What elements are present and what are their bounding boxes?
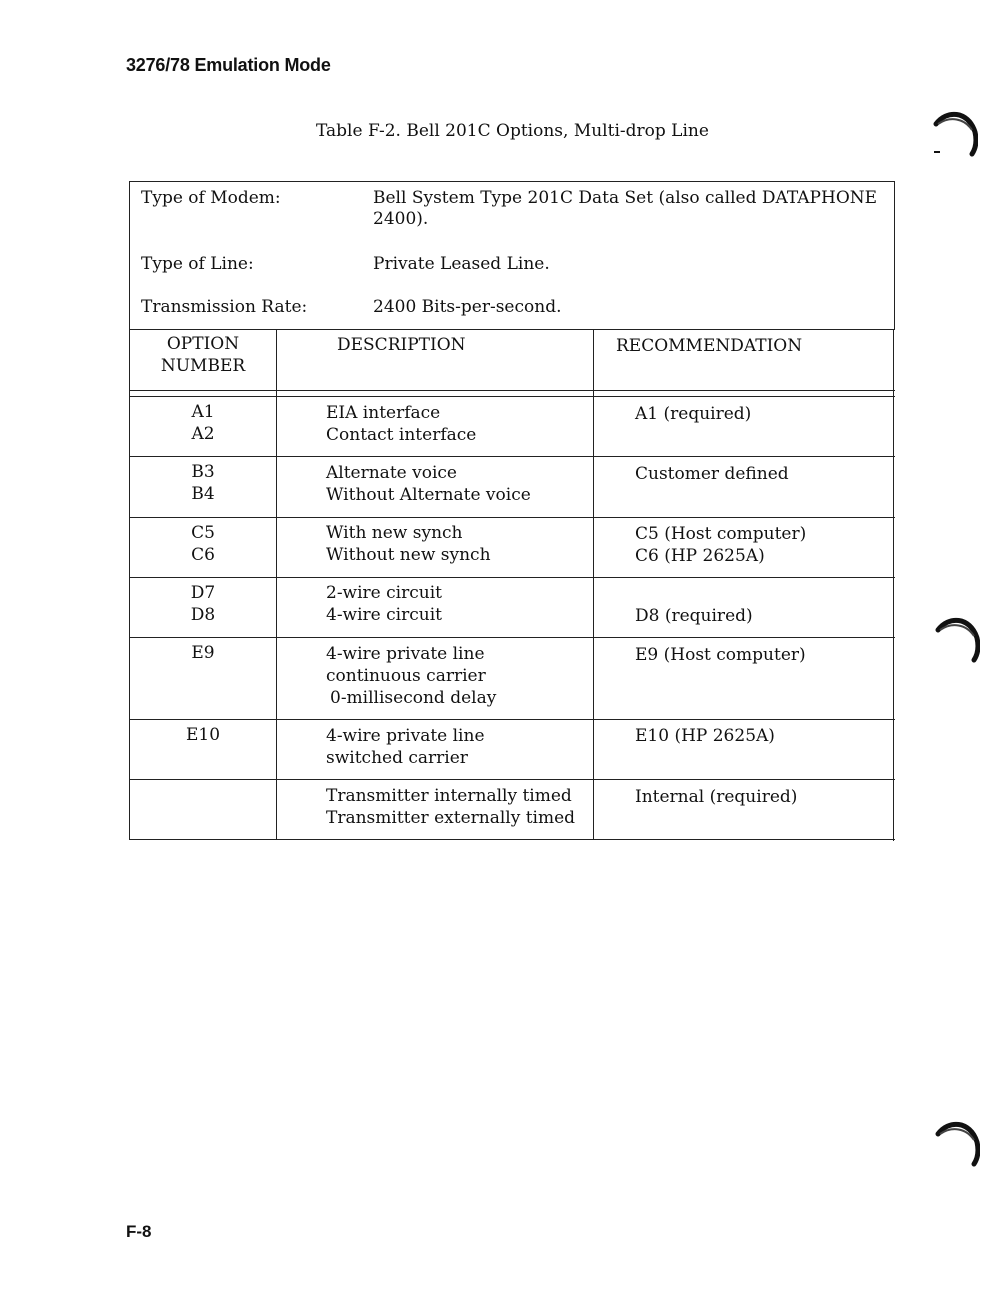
recommendation-line: A1 (required) — [635, 404, 752, 424]
option-number-cell — [129, 522, 277, 566]
description-line: 4-wire private line — [326, 644, 485, 664]
hole-punch-mark — [934, 1118, 980, 1168]
description-cell — [326, 462, 596, 506]
info-label: Type of Line: — [141, 254, 254, 274]
description-line: Transmitter internally timed — [326, 786, 572, 806]
line-info-box — [129, 181, 895, 330]
option-code: D7 — [190, 583, 216, 603]
option-code: B4 — [191, 484, 215, 504]
row-divider — [129, 719, 895, 720]
recommendation-line: C6 (HP 2625A) — [635, 546, 765, 566]
info-label: Type of Modem: — [141, 188, 281, 208]
option-number-cell — [129, 642, 277, 664]
recommendation-cell — [635, 403, 895, 425]
option-code: C5 — [191, 523, 215, 543]
table-caption: Table F-2. Bell 201C Options, Multi-drop Line — [316, 121, 709, 141]
option-code: B3 — [191, 462, 215, 482]
description-line: 2-wire circuit — [326, 583, 442, 603]
recommendation-line: Customer defined — [635, 464, 789, 484]
table-border-bottom — [129, 839, 895, 840]
options-table — [129, 329, 895, 841]
description-line: With new synch — [326, 523, 463, 543]
description-cell — [326, 725, 596, 769]
recommendation-cell — [635, 605, 895, 627]
description-line: Transmitter externally timed — [326, 808, 576, 828]
description-line: Without new synch — [326, 545, 491, 565]
page-number: F-8 — [126, 1222, 152, 1241]
row-divider — [129, 577, 895, 578]
row-divider — [129, 456, 895, 457]
header-line: OPTION — [166, 334, 240, 354]
description-cell — [326, 643, 596, 709]
option-number-cell — [129, 582, 277, 626]
row-divider — [129, 637, 895, 638]
header-rule — [129, 390, 895, 391]
recommendation-line: Internal (required) — [635, 787, 798, 807]
option-number-cell — [129, 401, 277, 445]
column-header-description: DESCRIPTION — [337, 335, 466, 355]
recommendation-line: E9 (Host computer) — [635, 645, 806, 665]
option-number-cell — [129, 461, 277, 505]
recommendation-line: D8 (required) — [635, 606, 753, 626]
recommendation-line: E10 (HP 2625A) — [635, 726, 775, 746]
header-line: NUMBER — [160, 356, 246, 376]
running-head: 3276/78 Emulation Mode — [126, 55, 331, 75]
row-divider — [129, 517, 895, 518]
description-line: 0-millisecond delay — [330, 688, 497, 708]
description-line: EIA interface — [326, 403, 441, 423]
recommendation-cell — [635, 523, 895, 567]
description-line: Without Alternate voice — [326, 485, 531, 505]
header-rule — [129, 396, 895, 397]
description-line: Contact interface — [326, 425, 477, 445]
option-code: A2 — [191, 424, 215, 444]
recommendation-line: C5 (Host computer) — [635, 524, 807, 544]
option-number-cell — [129, 724, 277, 746]
row-divider — [129, 779, 895, 780]
recommendation-cell — [635, 463, 895, 485]
info-value: 2400 Bits-per-second. — [373, 297, 562, 317]
description-cell — [326, 402, 596, 446]
description-cell — [326, 582, 596, 626]
description-line: 4-wire circuit — [326, 605, 442, 625]
option-code: C6 — [191, 545, 215, 565]
hole-punch-mark — [932, 108, 978, 158]
option-code: A1 — [191, 402, 215, 422]
description-line: Alternate voice — [326, 463, 457, 483]
column-header-option-number — [129, 333, 277, 377]
column-header-recommendation: RECOMMENDATION — [616, 336, 803, 356]
info-value: Bell System Type 201C Data Set (also called DATAPHONE 2400). — [373, 188, 878, 229]
info-value: Private Leased Line. — [373, 254, 550, 274]
recommendation-cell — [635, 644, 895, 666]
option-code: D8 — [190, 605, 216, 625]
recommendation-cell — [635, 786, 895, 808]
description-line: switched carrier — [326, 748, 468, 768]
info-label: Transmission Rate: — [141, 297, 308, 317]
hole-punch-mark — [934, 614, 980, 664]
recommendation-cell — [635, 725, 895, 747]
option-code: E10 — [185, 725, 221, 745]
description-line: continuous carrier — [326, 666, 486, 686]
description-cell — [326, 785, 596, 829]
description-cell — [326, 522, 596, 566]
description-line: 4-wire private line — [326, 726, 485, 746]
option-code: E9 — [191, 643, 215, 663]
